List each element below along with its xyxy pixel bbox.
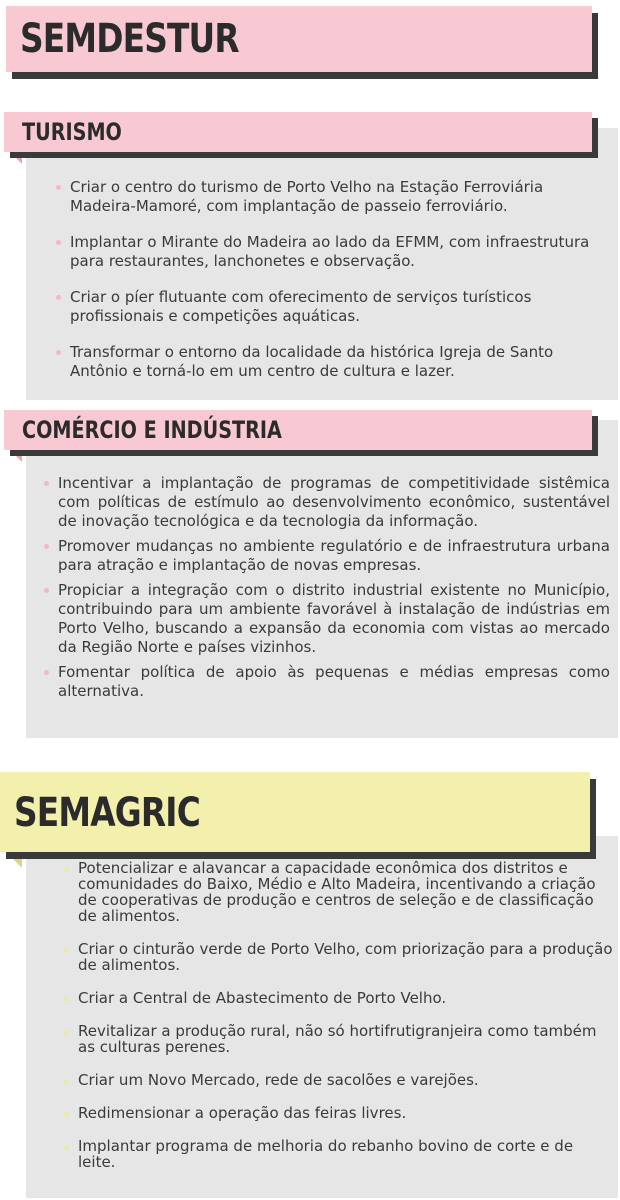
turismo-title: TURISMO (22, 118, 122, 146)
bullet-icon (64, 1079, 69, 1084)
bullet-icon (64, 948, 69, 953)
list-item: Revitalizar a produção rural, não só hortifrutigranjeira como também as culturas perenes. (78, 1023, 614, 1055)
bullet-icon (56, 295, 61, 300)
list-item: Implantar o Mirante do Madeira ao lado da EFMM, com infraestrutura para restaurantes, lanchonetes e observação. (70, 233, 600, 271)
comercio-title: COMÉRCIO E INDÚSTRIA (22, 416, 282, 444)
list-item: Incentivar a implantação de programas de competitividade sistêmica com políticas de estímulo ao desenvolvimento econômico, sustentável de inovação tecnológica e da tecnologia da informação. (58, 474, 610, 531)
bullet-icon (44, 588, 49, 593)
bullet-icon (64, 867, 69, 872)
list-item: Fomentar política de apoio às pequenas e médias empresas como alternativa. (58, 663, 610, 701)
semagric-fold (6, 852, 22, 868)
comercio-list (58, 474, 610, 707)
bullet-icon (64, 997, 69, 1002)
semagric-title: SEMAGRIC (14, 790, 200, 836)
list-item: Potencializar e alavancar a capacidade econômica dos distritos e comunidades do Baixo, Médio e Alto Madeira, incentivando a criação de cooperativas de produção e centros de seleção e de classificação de alimentos. (78, 860, 614, 924)
semdestur-header (6, 6, 592, 72)
semdestur-title: SEMDESTUR (20, 16, 239, 62)
turismo-header (4, 112, 592, 152)
list-item: Redimensionar a operação das feiras livres. (78, 1105, 614, 1121)
list-item: Propiciar a integração com o distrito industrial existente no Município, contribuindo para um ambiente favorável à instalação de indústrias em Porto Velho, buscando a expansão da economia com vistas ao mercado da Região Norte e países vizinhos. (58, 581, 610, 657)
comercio-header (4, 410, 592, 450)
list-item: Criar o centro do turismo de Porto Velho na Estação Ferroviária Madeira-Mamoré, com implantação de passeio ferroviário. (70, 178, 600, 216)
list-item: Criar a Central de Abastecimento de Porto Velho. (78, 990, 614, 1006)
bullet-icon (64, 1112, 69, 1117)
list-item: Criar o píer flutuante com oferecimento de serviços turísticos profissionais e competições aquáticas. (70, 288, 600, 326)
bullet-icon (64, 1030, 69, 1035)
semagric-header (0, 772, 590, 852)
list-item: Promover mudanças no ambiente regulatório e de infraestrutura urbana para atração e implantação de novas empresas. (58, 537, 610, 575)
bullet-icon (44, 670, 49, 675)
list-item: Implantar programa de melhoria do rebanho bovino de corte e de leite. (78, 1138, 614, 1170)
list-item: Transformar o entorno da localidade da histórica Igreja de Santo Antônio e torná-lo em um centro de cultura e lazer. (70, 343, 600, 381)
bullet-icon (56, 185, 61, 190)
semagric-list (78, 860, 614, 1187)
bullet-icon (64, 1145, 69, 1150)
bullet-icon (56, 350, 61, 355)
list-item: Criar um Novo Mercado, rede de sacolões e varejões. (78, 1072, 614, 1088)
list-item: Criar o cinturão verde de Porto Velho, com priorização para a produção de alimentos. (78, 941, 614, 973)
turismo-list (70, 178, 600, 398)
bullet-icon (56, 240, 61, 245)
bullet-icon (44, 544, 49, 549)
bullet-icon (44, 481, 49, 486)
